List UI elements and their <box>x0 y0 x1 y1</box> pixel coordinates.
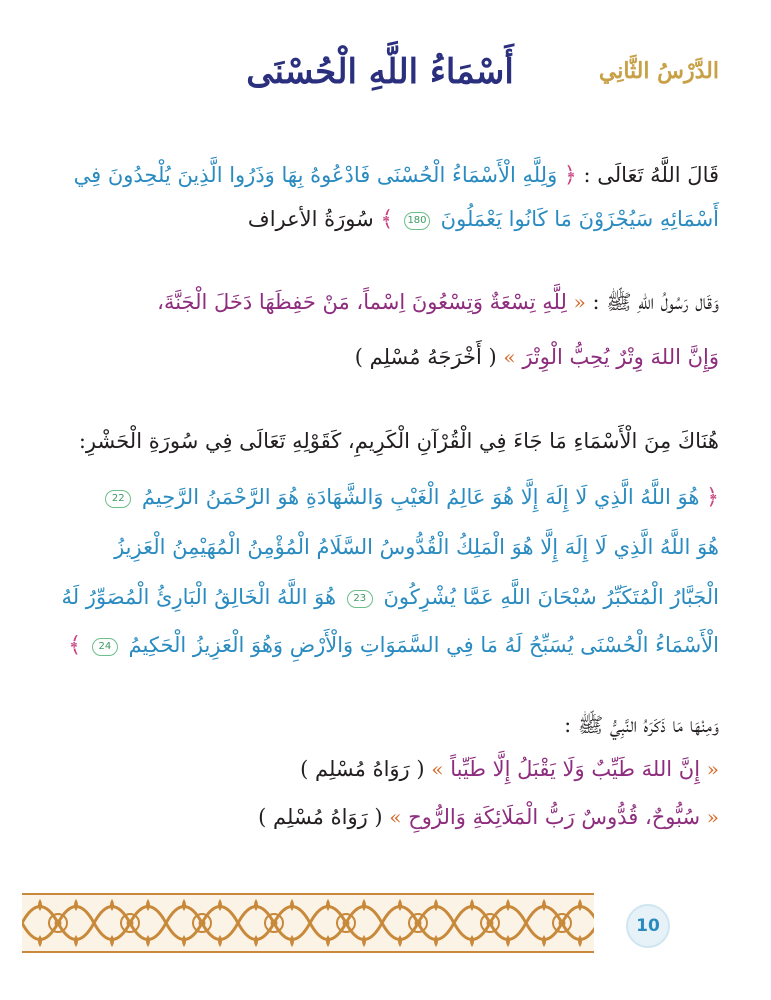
section3-line3a: الْجَبَّارُ الْمُتَكَبِّرُ سُبْحَانَ اللَّهِ عَمَّا يُشْرِكُونَ <box>383 585 719 609</box>
hadith-line <box>49 340 719 374</box>
hadith-close-bracket: » <box>389 805 402 829</box>
section2-hadith-line2: وَإِنَّ اللهَ وِتْرٌ يُحِبُّ الْوِتْرَ <box>522 345 719 369</box>
hadith-open-bracket: « <box>573 290 586 314</box>
section3-line2: هُوَ اللَّهُ الَّذِي لَا إِلَهَ إِلَّا هُوَ الْمَلِكُ الْقُدُّوسُ السَّلَامُ الْمُؤْمِنُ الْمُهَيْمِنُ الْعَزِيزُ <box>114 535 719 559</box>
section4-intro: وَمِنْهَا مَا ذَكَرَهُ النَّبِيُّ ﷺ : <box>564 713 719 737</box>
section3-line3b: هُوَ اللَّهُ الْخَالِقُ الْبَارِئُ الْمُصَوِّرُ لَهُ <box>61 585 337 609</box>
verse-line <box>49 158 719 193</box>
hadith-open-bracket: « <box>706 757 719 781</box>
quran-open-bracket: ﴿ <box>563 163 577 188</box>
verse-line <box>49 480 719 515</box>
hadith-line <box>49 752 719 786</box>
section1-source: سُورَةُ الأعراف <box>247 207 374 231</box>
section3-intro: هُنَاكَ مِنَ الْأَسْمَاءِ مَا جَاءَ فِي الْقُرْآنِ الْكَرِيمِ، كَقَوْلِهِ تَعَالَى فِي سُورَةِ الْحَشْرِ: <box>78 429 719 453</box>
section1-intro: قَالَ اللَّهُ تَعَالَى : <box>583 163 719 187</box>
ayah-number-badge: 24 <box>92 638 118 656</box>
section4-source2: ( رَوَاهُ مُسْلِم ) <box>258 805 383 829</box>
hadith-open-bracket: « <box>706 805 719 829</box>
hadith-line <box>49 800 719 834</box>
section3-line4: الْأَسْمَاءُ الْحُسْنَى يُسَبِّحُ لَهُ مَا فِي السَّمَوَاتِ وَالْأَرْضِ وَهُوَ الْعَزِيزُ الْحَكِيمُ <box>128 633 719 657</box>
section4-hadith1: إِنَّ اللهَ طَيِّبٌ وَلَا يَقْبَلُ إِلَّا طَيِّباً <box>450 757 701 781</box>
verse-line <box>49 580 719 614</box>
section1-verse-line2: أَسْمَائِهِ سَيُجْزَوْنَ مَا كَانُوا يَعْمَلُونَ <box>440 207 719 231</box>
quran-open-bracket: ﴿ <box>706 485 719 510</box>
ayah-number-badge: 22 <box>105 490 131 508</box>
ornamental-border <box>22 893 594 953</box>
verse-line <box>49 530 719 564</box>
section3-line1: هُوَ اللَّهُ الَّذِي لَا إِلَهَ إِلَّا هُوَ عَالِمُ الْغَيْبِ وَالشَّهَادَةِ هُوَ الرَّحْمَنُ الرَّحِيمُ <box>141 485 700 509</box>
lesson-label: الدَّرْسُ الثَّانِي <box>598 58 719 84</box>
ayah-number-badge: 180 <box>404 212 430 230</box>
ayah-number-badge: 23 <box>347 590 373 608</box>
verse-line <box>49 628 719 663</box>
quran-close-bracket: ﴾ <box>68 633 82 658</box>
section4-source1: ( رَوَاهُ مُسْلِم ) <box>300 757 425 781</box>
section1-verse-line1: وَلِلَّهِ الْأَسْمَاءُ الْحُسْنَى فَادْعُوهُ بِهَا وَذَرُوا الَّذِينَ يُلْحِدُونَ فِي <box>73 163 558 187</box>
page-number: 10 <box>626 904 670 948</box>
hadith-line <box>49 285 719 319</box>
hadith-close-bracket: » <box>431 757 444 781</box>
section2-intro: وَقَال رَسُولُ اللهِ ﷺ : <box>592 290 719 314</box>
quran-close-bracket: ﴾ <box>380 207 394 232</box>
verse-line <box>49 202 719 237</box>
section2-hadith-line1: لِلَّهِ تِسْعَةٌ وَتِسْعُونَ اِسْماً، مَنْ حَفِظَهَا دَخَلَ الْجَنَّةَ، <box>157 290 567 314</box>
section4-hadith2: سُبُّوحٌ، قُدُّوسٌ رَبُّ الْمَلَائِكَةِ وَالرُّوحِ <box>408 805 701 829</box>
hadith-close-bracket: » <box>503 345 516 369</box>
section2-source: ( أَخْرَجَهُ مُسْلِم ) <box>354 345 497 369</box>
page-title: أَسْمَاءُ اللَّهِ الْحُسْنَى <box>246 52 514 92</box>
